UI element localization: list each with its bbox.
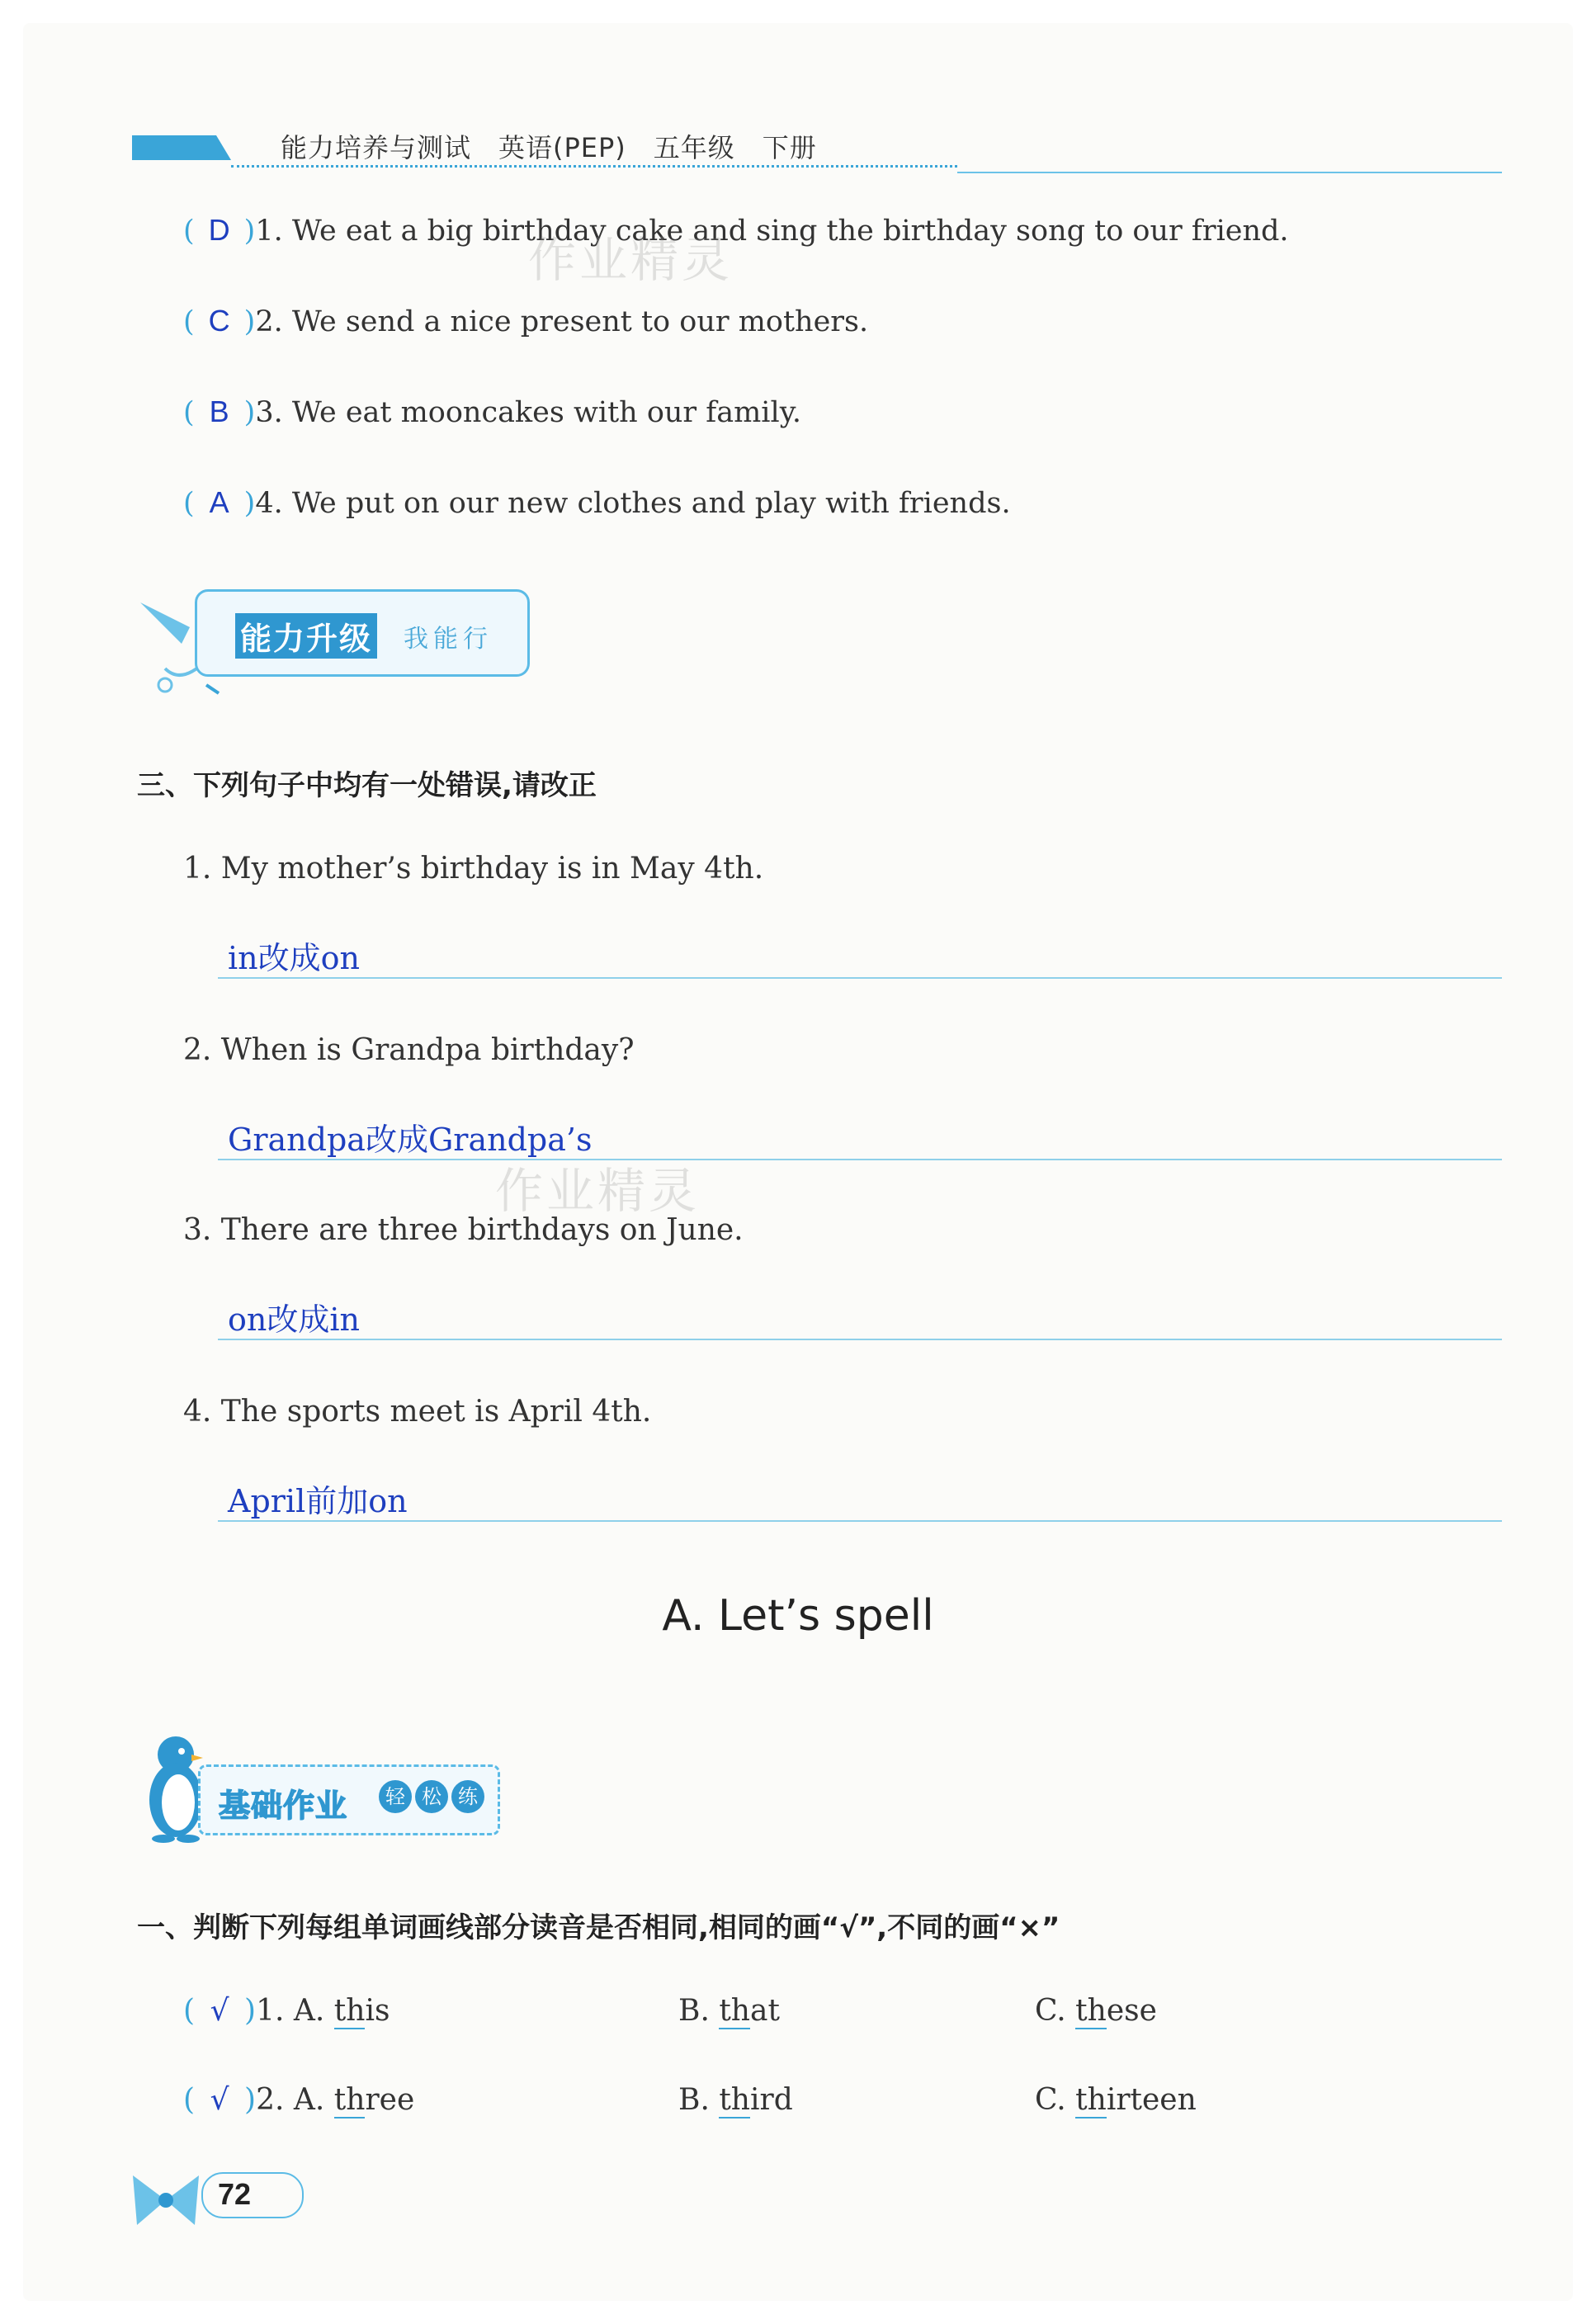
running-header: 能力培养与测试 英语(PEP) 五年级 下册 [281, 132, 817, 163]
header-dotted-rule [231, 165, 957, 168]
matching-text: We eat mooncakes with our family. [291, 396, 801, 429]
page-number-pill [201, 2172, 304, 2218]
watermark: 作业精灵 [528, 232, 734, 288]
question-text: 1. My mother’s birthday is in May 4th. [183, 852, 764, 886]
header-tab-decoration [132, 135, 231, 160]
check-answer: √ [210, 2083, 229, 2117]
answer-letter: D [208, 213, 230, 247]
banner-badge: 轻 [379, 1780, 412, 1813]
section-banner-ability [195, 589, 530, 677]
banner-sub-badges [379, 1780, 484, 1813]
answer-line [218, 977, 1502, 979]
question-text: 3. There are three birthdays on June. [183, 1213, 744, 1247]
section-title: 一、判断下列每组单词画线部分读音是否相同,相同的画“√”,不同的画“×” [137, 1911, 1060, 1944]
matching-text: We send a nice present to our mothers. [291, 305, 869, 338]
matching-item: ( D )1. We eat a big birthday cake and sing the birthday song to our friend. [183, 213, 1289, 248]
banner-badge: 练 [451, 1780, 484, 1813]
option-c: C. thirteen [1035, 2083, 1197, 2117]
option-b: B. that [678, 1994, 780, 2028]
answer-text: in改成on [228, 940, 360, 976]
judge-item: ( √ )1. A. this [183, 1994, 390, 2028]
answer-line [218, 1520, 1502, 1522]
question-text: 2. When is Grandpa birthday? [183, 1033, 635, 1067]
header-rule [957, 172, 1502, 173]
answer-letter: C [208, 304, 230, 338]
watermark: 作业精灵 [495, 1163, 701, 1219]
answer-text: Grandpa改成Grandpa’s [228, 1122, 593, 1158]
matching-text: We put on our new clothes and play with friends. [291, 487, 1011, 520]
check-answer: √ [210, 1994, 229, 2028]
matching-item: ( A )4. We put on our new clothes and play with friends. [183, 485, 1011, 520]
page-number: 72 [218, 2177, 252, 2211]
lesson-title: A. Let’s spell [662, 1591, 934, 1641]
matching-item: ( C )2. We send a nice present to our mothers. [183, 304, 869, 338]
answer-text: April前加on [228, 1483, 408, 1519]
banner-sub-text: 我能行 [404, 625, 493, 654]
option-c: C. these [1035, 1994, 1157, 2028]
page [23, 23, 1573, 2301]
judge-item: ( √ )2. A. three [183, 2083, 415, 2117]
bow-icon [129, 2167, 203, 2233]
answer-text: on改成in [228, 1301, 360, 1338]
option-b: B. third [678, 2083, 793, 2117]
answer-letter: B [209, 394, 229, 428]
banner-main-text: 基础作业 [219, 1788, 348, 1824]
matching-text: We eat a big birthday cake and sing the birthday song to our friend. [291, 215, 1289, 248]
matching-item: ( B )3. We eat mooncakes with our family. [183, 394, 801, 429]
banner-badge: 松 [415, 1780, 448, 1813]
banner-main-text: 能力升级 [235, 613, 377, 659]
answer-line [218, 1339, 1502, 1340]
section-banner-basic [198, 1764, 500, 1835]
answer-letter: A [209, 485, 229, 519]
question-text: 4. The sports meet is April 4th. [183, 1395, 652, 1429]
section-title: 三、下列句子中均有一处错误,请改正 [137, 769, 597, 802]
answer-line [218, 1159, 1502, 1160]
